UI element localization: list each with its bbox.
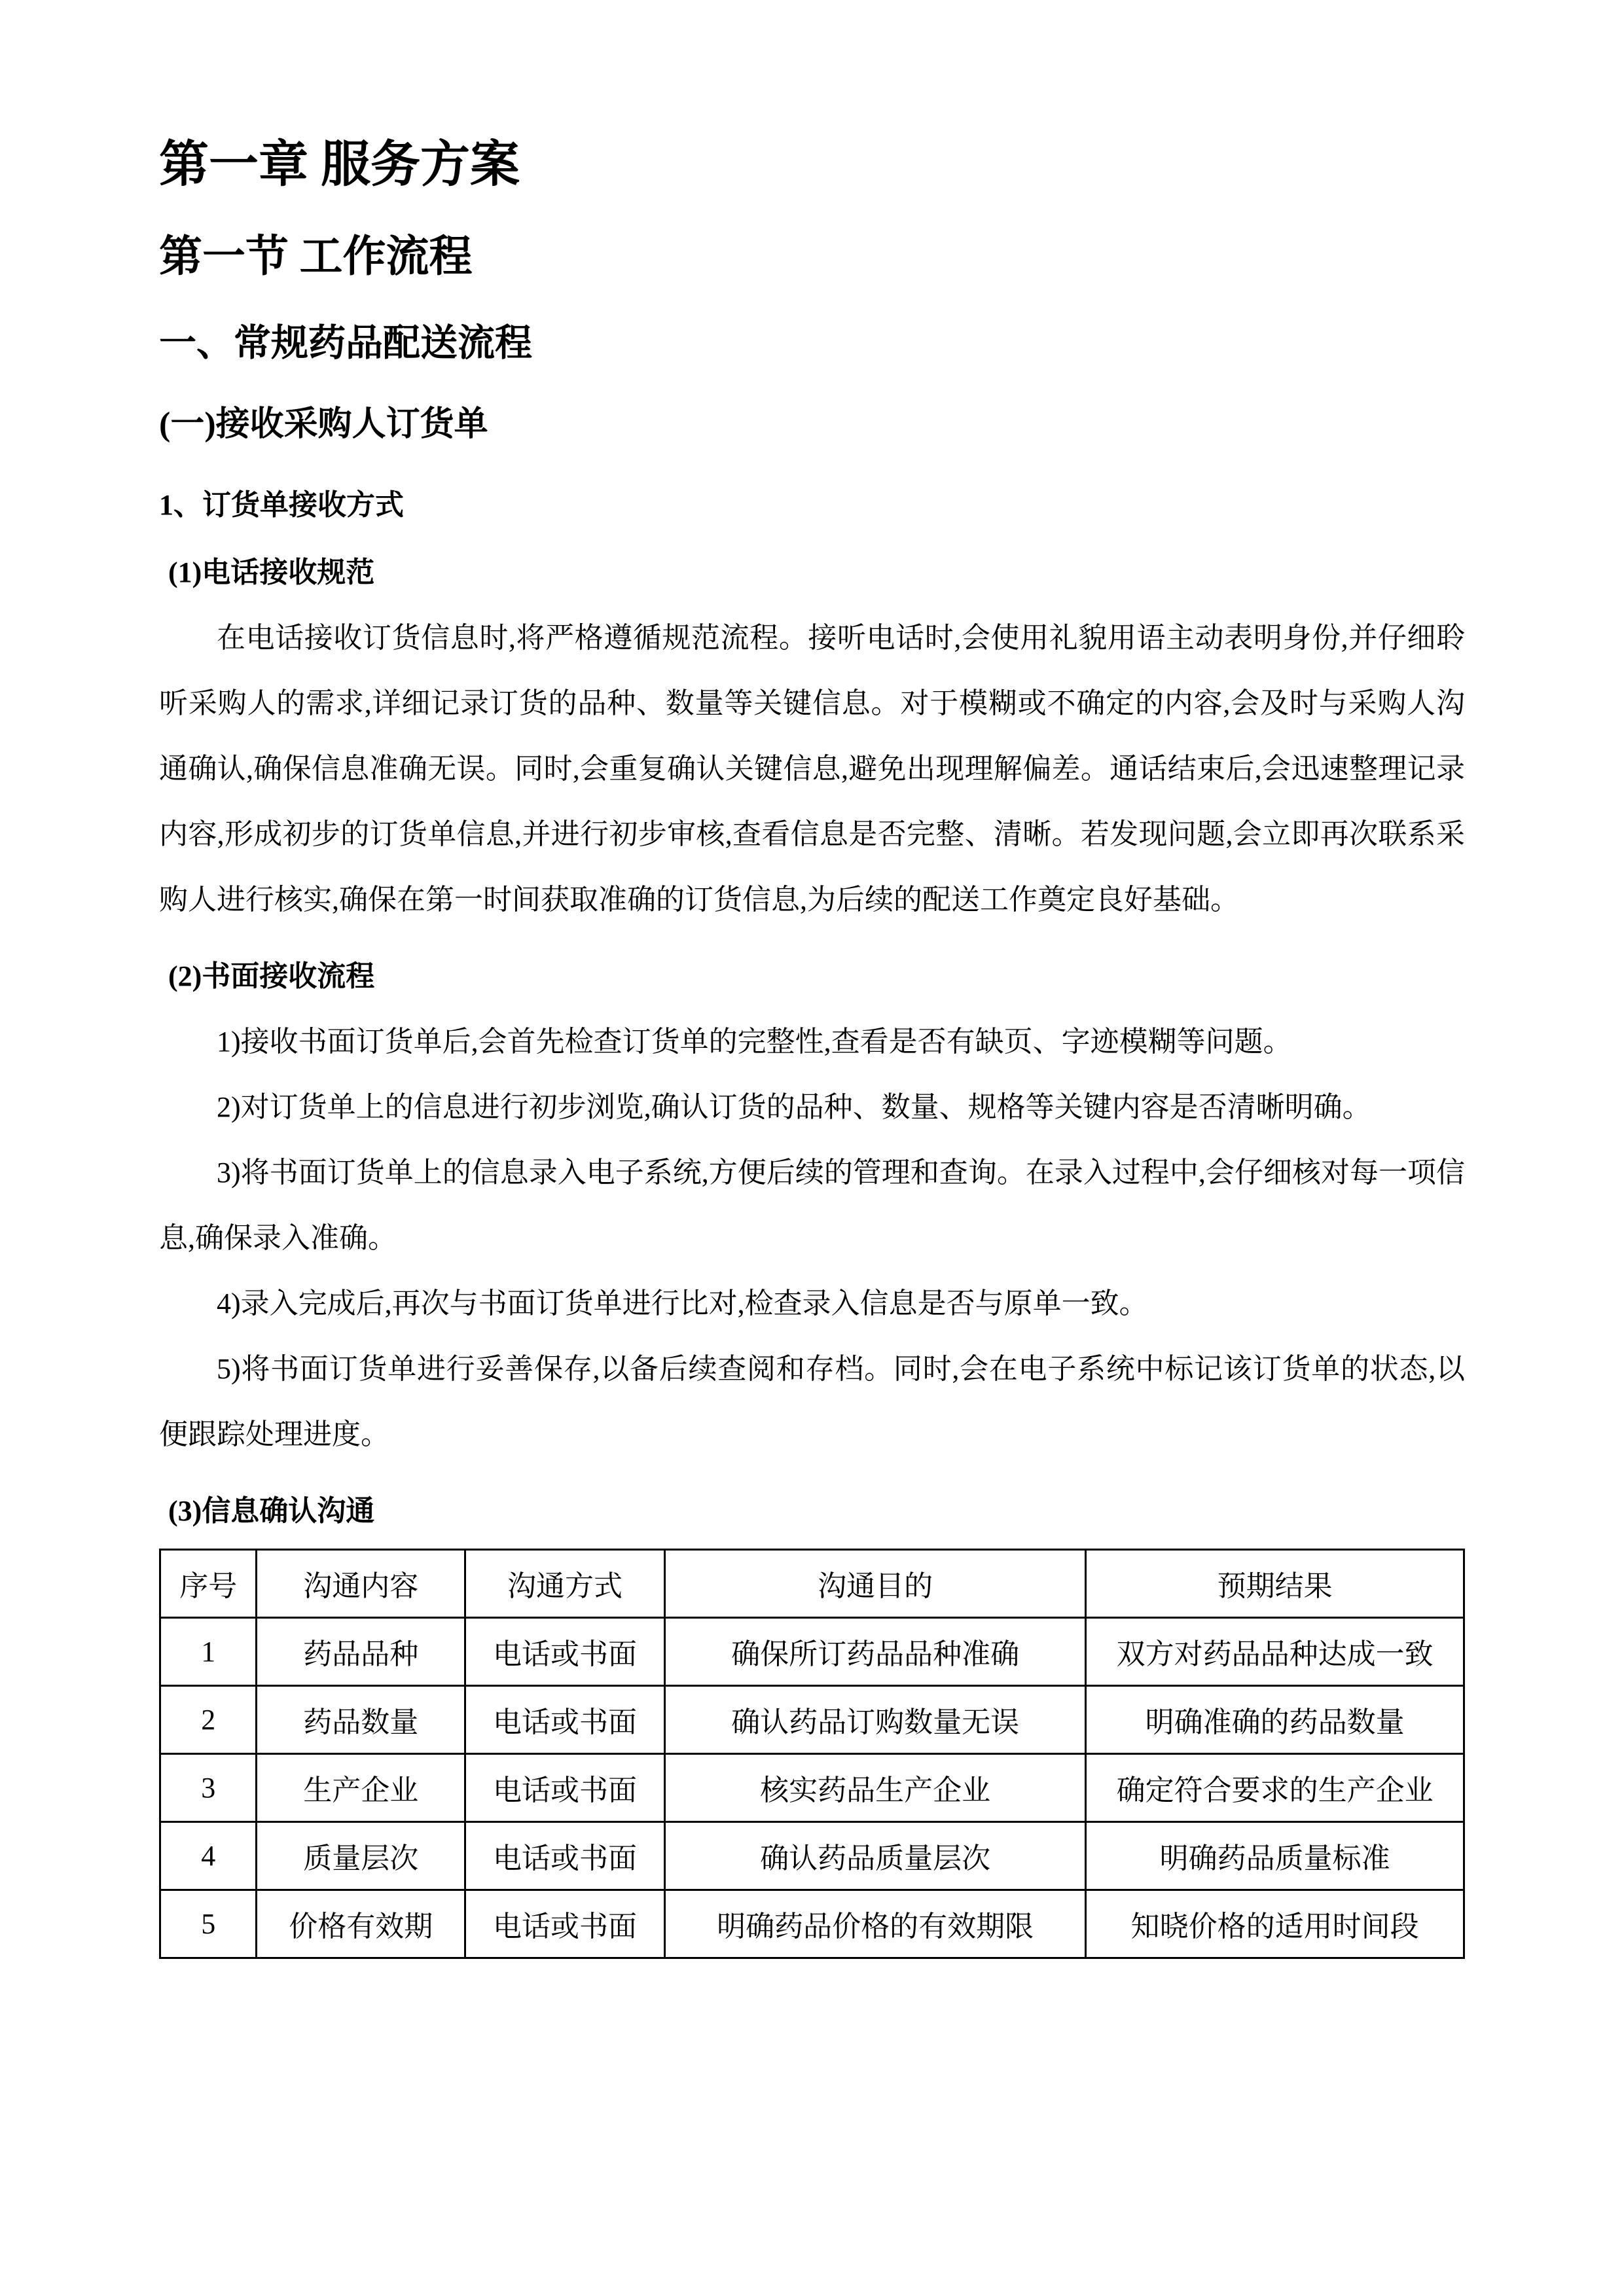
heading-receive-purchase-order: (一)接收采购人订货单 — [159, 405, 488, 443]
table-cell: 生产企业 — [257, 1753, 465, 1821]
table-row — [160, 1821, 1464, 1890]
paragraph-phone-receive: 在电话接收订货信息时,将严格遵循规范流程。接听电话时,会使用礼貌用语主动表明身份,并仔细聆听采购人的需求,详细记录订货的品种、数量等关键信息。对于模糊或不确定的内容,会及时与采购人沟通确认,确保信息准确无误。同时,会重复确认关键信息,避免出现理解偏差。通话结束后,会迅速整理记录内容,形成初步的订货单信息,并进行初步审核,查看信息是否完整、清晰。若发现问题,会立即再次联系采购人进行核实,确保在第一时间获取准确的订货信息,为后续的配送工作奠定良好基础。 — [159, 622, 1465, 916]
table-cell: 电话或书面 — [465, 1685, 665, 1753]
table-header-cell: 序号 — [160, 1549, 257, 1617]
table-cell: 电话或书面 — [465, 1821, 665, 1890]
table-cell: 确认药品订购数量无误 — [664, 1685, 1085, 1753]
table-cell: 质量层次 — [257, 1821, 465, 1890]
table-row — [160, 1685, 1464, 1753]
table-row — [160, 1617, 1464, 1685]
table-cell: 确认药品质量层次 — [664, 1821, 1085, 1890]
table-header-cell: 预期结果 — [1086, 1549, 1464, 1617]
info-confirm-table — [159, 1549, 1465, 1959]
written-process-item: 3)将书面订货单上的信息录入电子系统,方便后续的管理和查询。在录入过程中,会仔细核对每一项信息,确保录入准确。 — [159, 1157, 1465, 1255]
table-cell: 双方对药品品种达成一致 — [1086, 1617, 1464, 1685]
table-cell: 1 — [160, 1617, 257, 1685]
table-cell: 核实药品生产企业 — [664, 1753, 1085, 1821]
written-process-item: 1)接收书面订货单后,会首先检查订货单的完整性,查看是否有缺页、字迹模糊等问题。 — [217, 1026, 1292, 1058]
chapter-title: 第一章 服务方案 — [159, 137, 520, 192]
table-cell: 电话或书面 — [465, 1890, 665, 1958]
heading-delivery-process: 一、常规药品配送流程 — [159, 322, 532, 364]
table-header-cell: 沟通目的 — [664, 1549, 1085, 1617]
table-header-cell: 沟通内容 — [257, 1549, 465, 1617]
table-cell: 3 — [160, 1753, 257, 1821]
table-cell: 明确准确的药品数量 — [1086, 1685, 1464, 1753]
table-cell: 知晓价格的适用时间段 — [1086, 1890, 1464, 1958]
heading-info-confirm: (3)信息确认沟通 — [168, 1495, 375, 1528]
table-header-cell: 沟通方式 — [465, 1549, 665, 1617]
table-cell: 明确药品质量标准 — [1086, 1821, 1464, 1890]
table-cell: 药品品种 — [257, 1617, 465, 1685]
written-process-item: 2)对订货单上的信息进行初步浏览,确认订货的品种、数量、规格等关键内容是否清晰明确。 — [217, 1091, 1371, 1124]
table-cell: 药品数量 — [257, 1685, 465, 1753]
section-title: 第一节 工作流程 — [159, 233, 473, 281]
table-cell: 电话或书面 — [465, 1617, 665, 1685]
table-cell: 4 — [160, 1821, 257, 1890]
table-header-row — [160, 1549, 1464, 1617]
written-process-item: 4)录入完成后,再次与书面订货单进行比对,检查录入信息是否与原单一致。 — [217, 1287, 1148, 1320]
heading-order-receive-method: 1、订货单接收方式 — [159, 488, 404, 521]
heading-phone-receive-standard: (1)电话接收规范 — [168, 556, 375, 588]
table-cell: 确定符合要求的生产企业 — [1086, 1753, 1464, 1821]
table-row — [160, 1890, 1464, 1958]
table-cell: 2 — [160, 1685, 257, 1753]
table-row — [160, 1753, 1464, 1821]
written-process-item: 5)将书面订货单进行妥善保存,以备后续查阅和存档。同时,会在电子系统中标记该订货单的状态,以便跟踪处理进度。 — [159, 1353, 1465, 1451]
table-cell: 电话或书面 — [465, 1753, 665, 1821]
table-cell: 价格有效期 — [257, 1890, 465, 1958]
heading-written-receive-process: (2)书面接收流程 — [168, 960, 375, 993]
table-cell: 确保所订药品品种准确 — [664, 1617, 1085, 1685]
table-cell: 明确药品价格的有效期限 — [664, 1890, 1085, 1958]
table-cell: 5 — [160, 1890, 257, 1958]
